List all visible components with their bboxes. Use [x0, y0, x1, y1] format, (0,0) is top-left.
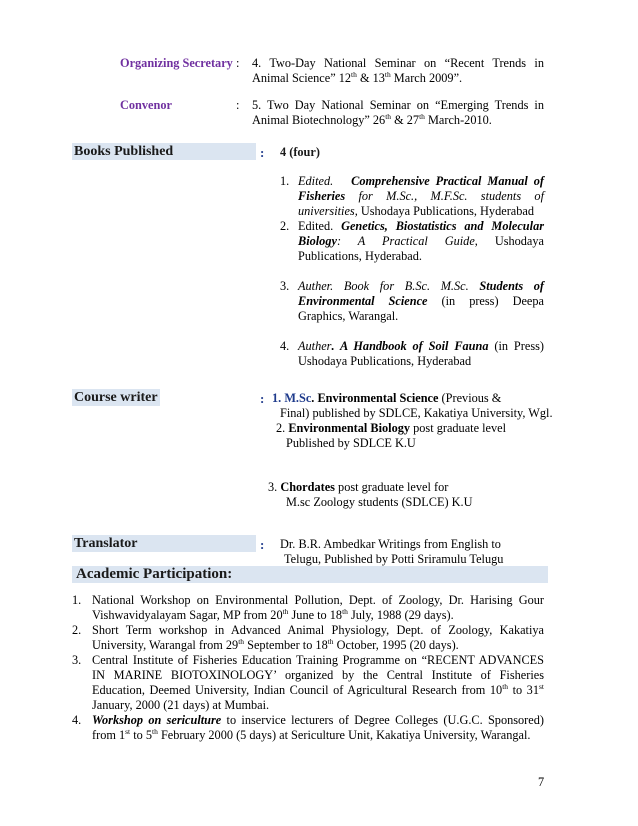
- translator-colon: :: [260, 537, 265, 552]
- book-item: 4. Auther. A Handbook of Soil Fauna (in Press) Ushodaya Publications, Hyderabad: [280, 339, 544, 368]
- books-list: [280, 174, 544, 369]
- books-count: 4 (four): [280, 145, 320, 159]
- academic-item: 3. Central Institute of Fisheries Education Training Programme on “RECENT ADVANCES IN MARINE BIOTOXINOLOGY’ organized by the Central Institute of Fisheries Education, Deemed University, Indian Council of Agricultural Research from 10th to 31st January, 2000 (21 days) at Mumbai.: [72, 653, 544, 712]
- books-colon: :: [260, 145, 265, 160]
- convenor-line-1: 5. Two Day National Seminar on “Emerging Trends in: [252, 98, 544, 112]
- course-writer-heading: Course writer: [72, 389, 160, 406]
- academic-participation-heading: Academic Participation:: [72, 566, 548, 583]
- convenor-seminar-text: [252, 98, 544, 128]
- book-item: 1. Edited. Comprehensive Practical Manual of Fisheries for M.Sc., M.F.Sc. students of universities, Ushodaya Publications, Hyderabad: [280, 174, 544, 218]
- convenor-colon: :: [236, 98, 240, 112]
- course-item-3: 3. Chordates post graduate level for M.sc Zoology students (SDLCE) K.U: [268, 480, 473, 509]
- academic-item: 2. Short Term workshop in Advanced Animal Physiology, Dept. of Zoology, Kakatiya University, Warangal from 29th September to 18th October, 1995 (20 days).: [72, 623, 544, 652]
- convenor-line-2: Animal Biotechnology” 26th & 27th March-2010.: [252, 111, 492, 127]
- book-item: 2. Edited. Genetics, Biostatistics and Molecular Biology: A Practical Guide, Ushodaya Publications, Hyderabad.: [280, 219, 545, 263]
- organizing-seminar-text: [252, 56, 544, 86]
- page-number: 7: [538, 775, 545, 789]
- organizing-secretary-label: Organizing Secretary: [120, 56, 233, 70]
- book-item: 3. Auther. Book for B.Sc. M.Sc. Students of Environmental Science (in press) Deepa Graphics, Warangal.: [280, 279, 545, 323]
- academic-item: 1. National Workshop on Environmental Pollution, Dept. of Zoology, Dr. Harising Gour Vishwavidyalayam Sagar, MP from 20th June to 18th July, 1988 (29 days).: [72, 593, 544, 622]
- organizing-line-2: Animal Science” 12th & 13th March 2009”.: [252, 69, 463, 85]
- course-item-1: 1. M.Sc. Environmental Science (Previous & Final) published by SDLCE, Kakatiya University, Wgl.: [272, 391, 553, 420]
- course-colon: :: [260, 391, 265, 406]
- translator-heading: Translator: [72, 535, 256, 552]
- books-published-heading: Books Published: [72, 143, 256, 160]
- academic-list: [72, 593, 544, 743]
- academic-item: 4. Workshop on sericulture to inservice lecturers of Degree Colleges (U.G.C. Sponsored) from 1st to 5th February 2000 (5 days) at Sericulture Unit, Kakatiya University, Warangal.: [72, 713, 544, 742]
- convenor-label: Convenor: [120, 98, 172, 112]
- organizing-colon: :: [236, 56, 240, 70]
- organizing-line-1: 4. Two-Day National Seminar on “Recent Trends in: [252, 56, 544, 70]
- translator-text: Dr. B.R. Ambedkar Writings from English to Telugu, Published by Potti Sriramulu Telugu: [280, 537, 504, 566]
- course-item-2: 2. Environmental Biology post graduate level Published by SDLCE K.U: [276, 421, 506, 450]
